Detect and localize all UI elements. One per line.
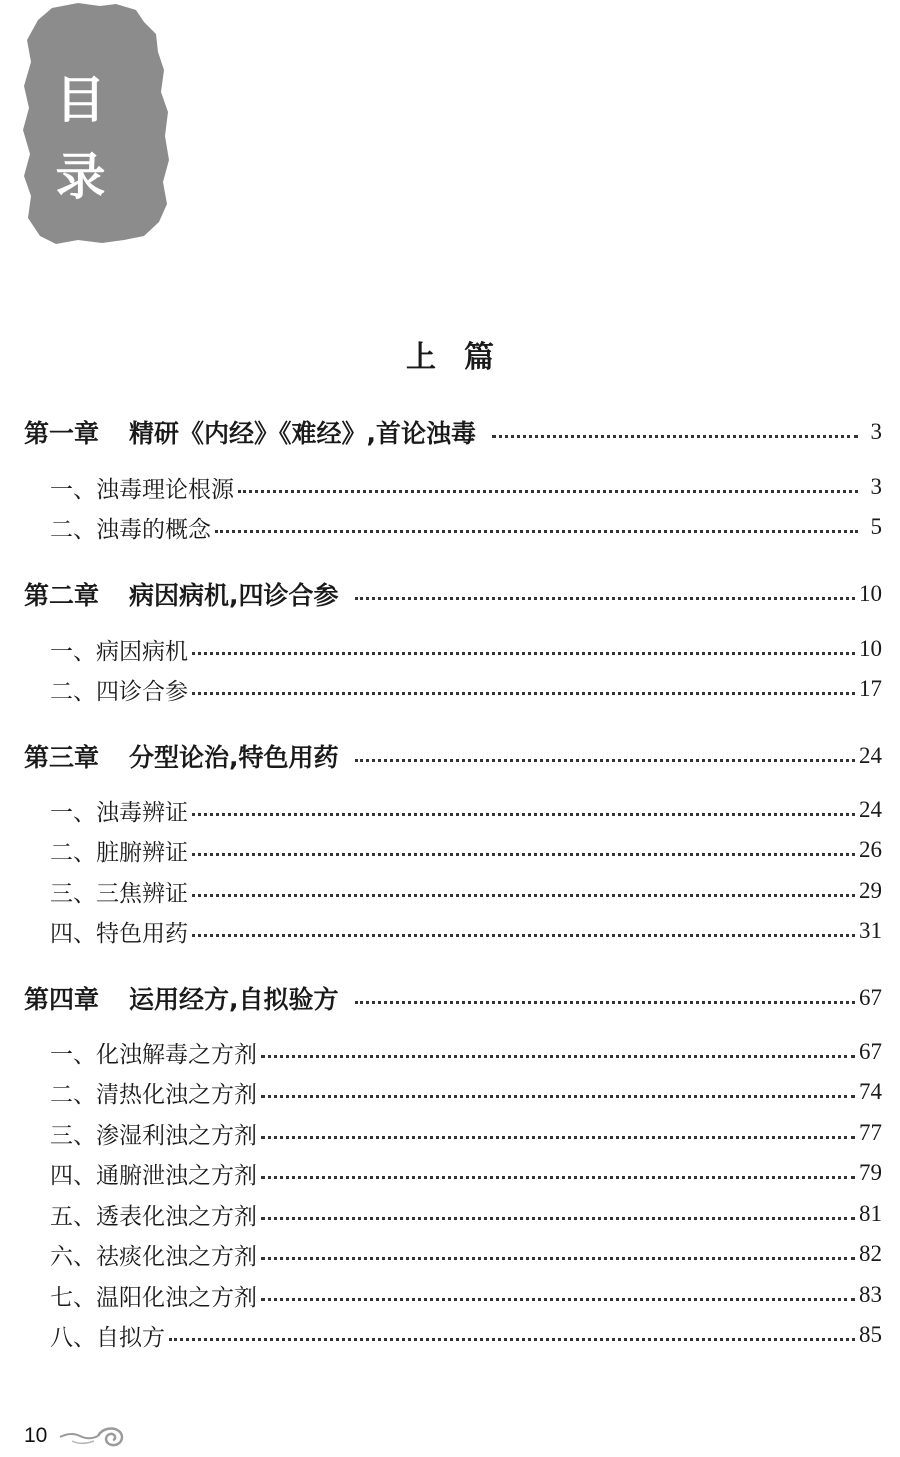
section-title: 一、浊毒理论根源 [50, 476, 234, 503]
page-number: 83 [859, 1282, 882, 1307]
section-title: 二、脏腑辨证 [50, 839, 188, 866]
toc-section[interactable] [50, 510, 882, 544]
section-title: 三、三焦辨证 [50, 880, 188, 907]
toc-section[interactable] [50, 833, 882, 867]
chapter-number: 第三章 [24, 743, 100, 772]
dot-leader [261, 1217, 855, 1220]
section-title: 一、病因病机 [50, 638, 188, 665]
section-title: 七、温阳化浊之方剂 [50, 1284, 257, 1311]
toc-section[interactable] [50, 470, 882, 504]
section-title: 二、浊毒的概念 [50, 516, 211, 543]
page-number: 85 [859, 1322, 882, 1347]
chapter-title: 运用经方,自拟验方 [129, 985, 339, 1014]
footer-page-number: 10 [24, 1424, 48, 1447]
page-number: 82 [859, 1241, 882, 1266]
dot-leader [192, 692, 855, 695]
dot-leader [238, 490, 858, 493]
section-title: 五、透表化浊之方剂 [50, 1203, 257, 1230]
section-title: 二、四诊合参 [50, 678, 188, 705]
toc-section[interactable] [50, 1197, 882, 1231]
chapter-title: 精研《内经》《难经》,首论浊毒 [129, 419, 477, 448]
page-number: 10 [859, 636, 882, 661]
badge-char-mu: 目 [55, 71, 106, 129]
page-number: 67 [859, 985, 882, 1010]
dot-leader [492, 435, 858, 438]
chapter-title: 病因病机,四诊合参 [129, 581, 339, 610]
page-number: 74 [859, 1079, 882, 1104]
toc-section[interactable] [50, 1237, 882, 1271]
section-title: 二、清热化浊之方剂 [50, 1081, 257, 1108]
toc-chapter-4[interactable] [24, 981, 882, 1015]
page-number: 77 [859, 1120, 882, 1145]
chapter-number: 第二章 [24, 581, 100, 610]
toc-section[interactable] [50, 1156, 882, 1190]
chapter-number: 第四章 [24, 985, 100, 1014]
dot-leader [261, 1176, 855, 1179]
page-number: 31 [859, 918, 882, 943]
dot-leader [355, 597, 855, 600]
dot-leader [192, 652, 855, 655]
toc-chapter-2[interactable] [24, 577, 882, 611]
toc-section[interactable] [50, 874, 882, 908]
toc-section[interactable] [50, 1318, 882, 1352]
toc-section[interactable] [50, 914, 882, 948]
toc-section[interactable] [50, 672, 882, 706]
page-number: 67 [859, 1039, 882, 1064]
dot-leader [261, 1298, 855, 1301]
section-title: 六、祛痰化浊之方剂 [50, 1243, 257, 1270]
page-number: 5 [870, 514, 882, 539]
toc-section[interactable] [50, 793, 882, 827]
dot-leader [261, 1055, 855, 1058]
chapter-number: 第一章 [24, 419, 100, 448]
page-number: 79 [859, 1160, 882, 1185]
section-title: 四、通腑泄浊之方剂 [50, 1162, 257, 1189]
dot-leader [192, 853, 855, 856]
section-title: 八、自拟方 [50, 1324, 165, 1351]
dot-leader [261, 1095, 855, 1098]
badge-char-lu: 录 [55, 148, 106, 206]
chapter-title: 分型论治,特色用药 [129, 743, 339, 772]
section-title: 一、化浊解毒之方剂 [50, 1041, 257, 1068]
dot-leader [355, 759, 855, 762]
part-title: 上篇 [406, 340, 522, 375]
toc-chapter-1[interactable] [24, 415, 882, 449]
page-number: 10 [859, 581, 882, 606]
dot-leader [261, 1257, 855, 1260]
dot-leader [169, 1338, 855, 1341]
page-number: 3 [870, 419, 882, 444]
section-title: 四、特色用药 [50, 920, 188, 947]
dot-leader [192, 813, 855, 816]
dot-leader [192, 934, 855, 937]
toc-section[interactable] [50, 1035, 882, 1069]
toc-chapter-3[interactable] [24, 739, 882, 773]
page-number: 17 [859, 676, 882, 701]
section-title: 三、渗湿利浊之方剂 [50, 1122, 257, 1149]
toc-section[interactable] [50, 1116, 882, 1150]
dot-leader [215, 530, 858, 533]
page-number: 24 [859, 797, 882, 822]
page-number: 81 [859, 1201, 882, 1226]
page-number: 29 [859, 878, 882, 903]
dot-leader [261, 1136, 855, 1139]
toc-section[interactable] [50, 1075, 882, 1109]
dot-leader [355, 1001, 855, 1004]
page-number: 3 [870, 474, 882, 499]
section-title: 一、浊毒辨证 [50, 799, 188, 826]
page-number: 24 [859, 743, 882, 768]
toc-section[interactable] [50, 632, 882, 666]
page-number: 26 [859, 837, 882, 862]
dot-leader [192, 894, 855, 897]
toc-section[interactable] [50, 1278, 882, 1312]
cloud-swirl-icon [58, 1420, 128, 1450]
